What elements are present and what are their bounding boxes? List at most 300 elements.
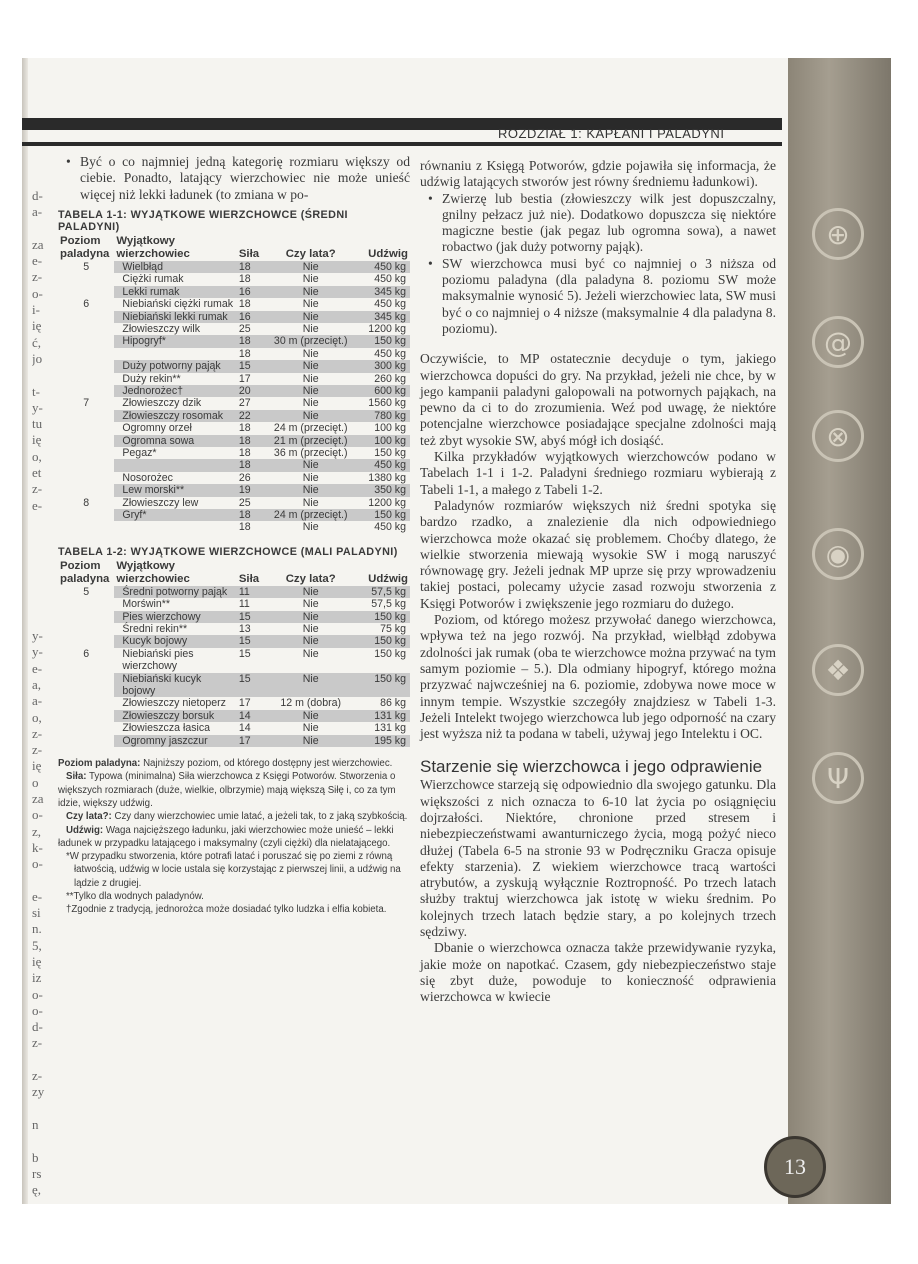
table-row xyxy=(58,348,410,360)
cell-name: Gryf* xyxy=(114,509,236,521)
cell-udz: 57,5 kg xyxy=(371,598,406,611)
cell-udz: 150 kg xyxy=(353,509,410,521)
bleed-fragment: o- xyxy=(32,285,43,301)
cell-sila: 18 xyxy=(237,509,269,521)
bleed-fragment xyxy=(32,563,52,579)
page-number: 13 xyxy=(764,1136,826,1198)
table-row xyxy=(58,521,410,533)
cell-lata: 36 m (przecięt.) xyxy=(273,446,348,459)
cell-name: Średni rekin** xyxy=(122,623,188,636)
cell-lvl xyxy=(58,385,114,397)
cell-lvl: 8 xyxy=(83,496,90,509)
bleed-fragment xyxy=(32,579,52,595)
bleed-fragment: z- xyxy=(32,1035,43,1051)
bleed-fragment: ię xyxy=(32,318,42,334)
table-row xyxy=(58,286,410,298)
cell-sila: 15 xyxy=(237,611,269,623)
right-column xyxy=(420,158,776,1006)
cell-udz: 100 kg xyxy=(353,435,410,447)
bleed-fragment xyxy=(32,530,52,546)
cell-udz: 150 kg xyxy=(353,635,410,647)
cell-lata: Nie xyxy=(302,496,319,509)
bleed-fragment: za xyxy=(32,236,44,252)
cell-lvl xyxy=(58,323,114,335)
cell-udz: 350 kg xyxy=(353,484,410,496)
bleed-fragment: n xyxy=(32,1116,39,1132)
col-sila: Siła xyxy=(238,572,260,585)
cell-sila: 18 xyxy=(238,521,251,534)
table1-caption: TABELA 1-1: WYJĄTKOWE WIERZCHOWCE (ŚREDNI PALADYNI) xyxy=(58,208,348,233)
cell-lata: Nie xyxy=(268,261,352,273)
table2-header xyxy=(58,560,410,586)
eye-glyph-icon: ◉ xyxy=(812,528,864,580)
cell-udz: 131 kg xyxy=(353,710,410,722)
cell-name: Duży rekin** xyxy=(122,372,181,385)
cell-lvl xyxy=(58,697,114,709)
cell-name: Nosorożec xyxy=(122,471,173,484)
table-row xyxy=(58,323,410,335)
note-sila: Siła: Typowa (minimalna) Siła wierzchowca z Księgi Potworów. Stworzenia o większych rozmiarach (duże, wielkie, olbrzymie) mają większą Siłę i, co za tym idzie, większy udźwig. xyxy=(58,771,396,809)
decorative-sidebar xyxy=(788,58,891,1204)
bleed-fragment: y- xyxy=(32,644,43,660)
bleed-fragment: o- xyxy=(32,807,43,823)
spiral-glyph-icon: @ xyxy=(812,316,864,368)
table-row xyxy=(58,497,410,509)
cell-sila: 14 xyxy=(238,722,251,735)
bleed-fragment: z, xyxy=(32,823,42,839)
cell-udz: 150 kg xyxy=(374,647,406,660)
note-lata: Czy lata?: Czy dany wierzchowiec umie latać, a jeżeli tak, to z jaką szybkością. xyxy=(66,811,408,823)
cell-udz: 150 kg xyxy=(374,446,406,459)
bleed-fragment: z- xyxy=(32,725,43,741)
cell-lvl xyxy=(58,623,114,635)
table-row xyxy=(58,648,410,673)
cell-udz: 1200 kg xyxy=(368,496,406,509)
cell-udz: 345 kg xyxy=(353,311,410,323)
note-dagger: †Zgodnie z tradycją, jednorożca może dosiadać tylko ludzka i elfia kobieta. xyxy=(66,904,387,916)
cell-lata: Nie xyxy=(268,635,352,647)
cell-sila: 15 xyxy=(237,635,269,647)
bleed-fragment: t- xyxy=(32,383,40,399)
cell-lvl xyxy=(58,311,114,323)
cell-lata: Nie xyxy=(268,611,352,623)
cell-lata: 24 m (przecięt.) xyxy=(273,422,348,435)
cell-sila: 18 xyxy=(238,422,251,435)
cell-sila: 18 xyxy=(237,435,269,447)
cell-lata: Nie xyxy=(268,410,352,422)
bleed-fragment: ię xyxy=(32,758,42,774)
cell-sila: 18 xyxy=(238,298,251,311)
bleed-fragment: zy xyxy=(32,1084,45,1100)
cell-name: Niebiański lekki rumak xyxy=(114,311,236,323)
cell-udz: 780 kg xyxy=(353,410,410,422)
page-edge-shadow xyxy=(22,58,28,1204)
chapter-title: ROZDZIAŁ 1: KAPŁANI I PALADYNI xyxy=(498,126,725,141)
table-row xyxy=(58,735,410,747)
bleed-fragment: y- xyxy=(32,628,43,644)
cell-name xyxy=(114,348,236,360)
cell-lata: 24 m (przecięt.) xyxy=(268,509,352,521)
cell-sila: 26 xyxy=(238,471,251,484)
bleed-fragment xyxy=(32,612,52,628)
table1 xyxy=(58,235,410,534)
bleed-fragment: k- xyxy=(32,839,43,855)
cell-sila: 25 xyxy=(238,322,251,335)
cell-lvl xyxy=(58,410,114,422)
crosshair-glyph-icon: ⊗ xyxy=(812,410,864,462)
paragraph-level: Poziom, od którego możesz przywołać danego wierzchowca, wpływa też na jego rozwój. Na przykład, wielbłąd zdobywa zdolności jak rumak (oba te wierzchowce można przywać na tym samym poziomie – 5.). Dla odmiany hipogryf, którego można przyzwać najwcześniej na 6. poziomie, zdobywa nowe moce w innym tempie. Wszystkie szczegóły znajdziesz w Tabeli 1-3. Jeżeli Intelekt twojego wierzchowca lub jego odporność na czary jest wyższa niż ta podana w tabeli, używaj jego Intelektu i OC. xyxy=(420,612,776,742)
section-heading: Starzenie się wierzchowca i jego odprawienie xyxy=(420,757,763,777)
cell-name: Jednorożec† xyxy=(114,385,236,397)
cell-udz: 450 kg xyxy=(353,459,410,471)
table-row xyxy=(58,697,410,709)
cell-lvl xyxy=(58,521,114,533)
cell-lvl: 5 xyxy=(83,260,90,273)
cell-name: Morświn** xyxy=(122,598,171,611)
cell-name: Złowieszczy lew xyxy=(122,496,199,509)
col-lvl: Poziom paladyna xyxy=(60,559,110,585)
cell-lvl xyxy=(58,735,114,747)
col-lvl: Poziom paladyna xyxy=(60,234,110,260)
col-lata: Czy lata? xyxy=(285,572,336,585)
bleed-fragment: n. xyxy=(32,921,42,937)
cell-name: Wielbłąd xyxy=(114,261,236,273)
table-row xyxy=(58,509,410,521)
target-glyph-icon: ⊕ xyxy=(812,208,864,260)
cell-name: Pies wierzchowy xyxy=(114,611,236,623)
table-row xyxy=(58,397,410,409)
bleed-fragment xyxy=(32,595,52,611)
cell-lata: Nie xyxy=(268,385,352,397)
bleed-fragment: iz xyxy=(32,970,42,986)
cell-name xyxy=(114,459,236,471)
bleed-fragment: ę, xyxy=(32,1182,42,1198)
cell-udz: 300 kg xyxy=(353,360,410,372)
table-row xyxy=(58,335,410,347)
bleed-fragment xyxy=(32,1101,52,1117)
cell-lata: Nie xyxy=(302,647,319,660)
cell-name: Złowieszczy wilk xyxy=(122,322,201,335)
cell-udz: 131 kg xyxy=(374,722,406,735)
paragraph-continued: równaniu z Księgą Potworów, gdzie pojawiła się informacja, że udźwig latających stworów jest równy średniemu ładunkowi). xyxy=(420,158,776,190)
bleed-fragment xyxy=(32,514,52,530)
bleed-fragment: ię xyxy=(32,432,42,448)
cell-sila: 15 xyxy=(237,360,269,372)
cell-lvl xyxy=(58,335,114,347)
table-row xyxy=(58,472,410,484)
cell-udz: 450 kg xyxy=(374,347,406,360)
table-row xyxy=(58,611,410,623)
bleed-fragment xyxy=(32,547,52,563)
cell-name: Pegaz* xyxy=(122,446,157,459)
table1-header xyxy=(58,235,410,261)
bleed-fragment xyxy=(32,221,52,237)
bleed-fragment: e- xyxy=(32,253,43,269)
cell-lvl xyxy=(58,509,114,521)
cell-udz: 195 kg xyxy=(353,735,410,747)
cell-sila: 16 xyxy=(237,286,269,298)
cell-udz: 600 kg xyxy=(353,385,410,397)
table-row xyxy=(58,484,410,496)
cell-sila: 25 xyxy=(238,496,251,509)
cell-lata: 12 m (dobra) xyxy=(280,697,342,710)
cell-sila: 27 xyxy=(238,397,251,410)
cell-lvl xyxy=(58,722,114,734)
cell-sila: 13 xyxy=(238,623,251,636)
cell-lata: Nie xyxy=(268,484,352,496)
cell-name: Złowieszczy rosomak xyxy=(114,410,236,422)
cell-lvl xyxy=(58,484,114,496)
cell-lvl xyxy=(58,598,114,610)
cell-sila: 20 xyxy=(237,385,269,397)
cell-lata: Nie xyxy=(302,722,319,735)
bleed-fragment: y- xyxy=(32,399,43,415)
header-rule-thin xyxy=(22,142,782,146)
col-udz: Udźwig xyxy=(368,572,408,585)
cell-lvl: 5 xyxy=(83,585,90,598)
cell-lata: Nie xyxy=(268,710,352,722)
table-row xyxy=(58,422,410,434)
bleed-fragment: si xyxy=(32,905,41,921)
cell-name: Złowieszcza łasica xyxy=(122,722,211,735)
table-row xyxy=(58,459,410,471)
cell-udz: 450 kg xyxy=(353,261,410,273)
bleed-fragment: o- xyxy=(32,856,43,872)
cell-udz: 100 kg xyxy=(374,422,406,435)
cell-lata: Nie xyxy=(302,623,319,636)
cell-lvl xyxy=(58,459,114,471)
table-notes xyxy=(58,757,410,917)
cell-lvl: 6 xyxy=(83,298,90,311)
paragraph-examples: Kilka przykładów wyjątkowych wierzchowców podano w Tabelach 1-1 i 1-2. Paladyni średniego rozmiaru wybierają z Tabeli 1-1, a małego z Tabeli 1-2. xyxy=(420,449,776,497)
table2-caption: TABELA 1-2: WYJĄTKOWE WIERZCHOWCE (MALI PALADYNI) xyxy=(58,545,398,558)
bleed-fragment: o- xyxy=(32,1002,43,1018)
cell-sila: 19 xyxy=(237,484,269,496)
bleed-fragment: ię xyxy=(32,953,42,969)
intro-bullet: • Być o co najmniej jedną kategorię rozmiaru większy od ciebie. Ponadto, latający wierzchowiec nie może unieść więcej niż lekki ładunek (to zmiana w po- xyxy=(58,154,410,203)
bleed-fragment: a- xyxy=(32,204,43,220)
cell-name: Ogromny jaszczur xyxy=(114,735,236,747)
cell-lata: 21 m (przecięt.) xyxy=(268,435,352,447)
cell-lata: Nie xyxy=(268,459,352,471)
bleed-fragment: e- xyxy=(32,660,43,676)
col-name: Wyjątkowy wierzchowiec xyxy=(116,559,190,585)
cell-name: Duży potworny pająk xyxy=(114,360,236,372)
cell-sila: 15 xyxy=(237,673,269,698)
bleed-fragment: z- xyxy=(32,742,43,758)
cell-udz: 260 kg xyxy=(374,372,406,385)
cell-udz: 75 kg xyxy=(380,623,406,636)
cell-name: Niebiański pies wierzchowy xyxy=(122,647,194,673)
col-lata: Czy lata? xyxy=(285,247,336,260)
bleed-fragment: o- xyxy=(32,986,43,1002)
table-row xyxy=(58,385,410,397)
note-udz: Udźwig: Waga najcięższego ładunku, jaki wierzchowiec może unieść – lekki ładunek w przypadku latającego i maksymalny (czyli ciężki) dla nielatającego. xyxy=(58,824,394,849)
cell-sila: 18 xyxy=(237,335,269,347)
paragraph-mp: Oczywiście, to MP ostatecznie decyduje o tym, jakiego wierzchowca dopuści do gry. Na przykład, jeżeli nie chce, by w jego kampanii paladyni galopowali na potwornych pająkach, na pewno da ci to do zrozumienia. Weź pod uwagę, że niektóre potencjalne wierzchowce posiadające specjalne zdolności mają też zbyt wysokie SW, abyś mógł ich dosiąść. xyxy=(420,351,776,448)
paragraph-aging: Wierzchowce starzeją się odpowiednio dla swojego gatunku. Dla większości z nich oznacza to 6-10 lat życia po osiągnięciu dojrzałości. Niektóre, chronione przed stresem i niebezpieczeństwami awanturniczego życia, mogą pożyć nieco dłużej (Tabela 6-5 na stronie 93 w Podręczniku Gracza opisuje efekty starzenia). Z wiekiem wierzchowce tracą wartości atrybutów, a zyskują wyłącznie Roztropność. Po trzech latach służby traktuj wierzchowca jak istotę w wieku średnim. Po kolejnych trzech latach będzie stary, a po kolejnych trzech sędziwy. xyxy=(420,777,776,940)
bleed-fragment: a- xyxy=(32,693,43,709)
cell-sila: 15 xyxy=(238,647,251,660)
wing-glyph-icon: ❖ xyxy=(812,644,864,696)
bleed-fragment: o, xyxy=(32,448,42,464)
bleed-fragment: ć, xyxy=(32,334,42,350)
cell-lvl xyxy=(58,373,114,385)
table-row xyxy=(58,435,410,447)
cell-name: Ciężki rumak xyxy=(122,273,184,286)
previous-page-bleed xyxy=(32,188,52,1198)
cell-udz: 150 kg xyxy=(353,673,410,698)
cell-lvl xyxy=(58,611,114,623)
cell-lata: Nie xyxy=(302,322,319,335)
cell-udz: 150 kg xyxy=(353,611,410,623)
cell-name: Złowieszczy dzik xyxy=(122,397,202,410)
cell-lvl xyxy=(58,447,114,459)
cell-name: Hipogryf* xyxy=(114,335,236,347)
cell-lvl: 6 xyxy=(83,647,90,660)
cell-lata: Nie xyxy=(268,360,352,372)
bullet-animal: • Zwierzę lub bestia (złowieszczy wilk jest dopuszczalny, gnilny pełzacz już nie). Dodatkowo dopuszcza się niektóre magiczne bestie (jak pegaz lub ogromna sowa), a nawet robactwo (jak duży potworny pająk). xyxy=(420,191,776,256)
cell-name: Ogromny orzeł xyxy=(122,422,192,435)
cell-name: Lew morski** xyxy=(114,484,236,496)
paragraph-large: Paladynów rozmiarów większych niż średni spotyka się bardzo rzadko, a znalezienie dla nich odpowiedniego wierzchowca może okazać się problemem. Choćby dlatego, że wielkie stworzenia miewają wysokie SW i mogą naruszyć równowagę gry. Jeżeli jednak MP uprze się przy wprowadzeniu takiej postaci, polecamy użycie zasad rozwoju stworzenia z Księgi Potworów i zwiększenie jego rozmiaru do dużego. xyxy=(420,497,776,611)
cell-udz: 150 kg xyxy=(353,335,410,347)
cell-name: Kucyk bojowy xyxy=(114,635,236,647)
cell-sila: 17 xyxy=(238,697,251,710)
cell-lata: 30 m (przecięt.) xyxy=(268,335,352,347)
cell-lvl xyxy=(58,286,114,298)
cell-name: Średni potworny pająk xyxy=(114,586,236,598)
cell-udz: 345 kg xyxy=(353,286,410,298)
cell-lata: Nie xyxy=(302,471,319,484)
left-column xyxy=(58,154,410,917)
note-star1: *W przypadku stworzenia, które potrafi latać i poruszać się po ziemi z równą łatwością, udźwig w locie ustala się korzystając z pierwszej linii, a udźwig na lądzie z drugiej. xyxy=(66,851,401,889)
bleed-fragment: jo xyxy=(32,350,43,366)
cell-sila: 18 xyxy=(237,261,269,273)
bleed-fragment xyxy=(32,367,52,383)
cell-name: Ogromna sowa xyxy=(114,435,236,447)
table-row xyxy=(58,273,410,285)
table2 xyxy=(58,560,410,747)
table-row xyxy=(58,298,410,310)
bleed-fragment: a, xyxy=(32,676,42,692)
cell-sila: 16 xyxy=(237,311,269,323)
trident-glyph-icon: Ψ xyxy=(812,752,864,804)
col-udz: Udźwig xyxy=(368,247,408,260)
cell-lata: Nie xyxy=(268,311,352,323)
scanned-page xyxy=(22,58,891,1204)
cell-lata: Nie xyxy=(268,673,352,698)
col-name: Wyjątkowy wierzchowiec xyxy=(116,234,190,260)
cell-udz: 450 kg xyxy=(374,298,406,311)
cell-lata: Nie xyxy=(302,521,319,534)
bleed-fragment: e- xyxy=(32,497,43,513)
cell-lvl xyxy=(58,435,114,447)
bleed-fragment: o xyxy=(32,774,39,790)
table-row xyxy=(58,586,410,598)
table-row xyxy=(58,635,410,647)
cell-lata: Nie xyxy=(302,598,319,611)
cell-lvl xyxy=(58,422,114,434)
cell-sila: 18 xyxy=(237,459,269,471)
cell-sila: 18 xyxy=(238,273,251,286)
cell-udz: 57,5 kg xyxy=(353,586,410,598)
cell-lata: Nie xyxy=(302,347,319,360)
cell-udz: 1200 kg xyxy=(368,322,406,335)
cell-udz: 450 kg xyxy=(374,273,406,286)
cell-lata: Nie xyxy=(268,735,352,747)
cell-name xyxy=(114,521,236,533)
table-row xyxy=(58,623,410,635)
bleed-fragment: et xyxy=(32,465,42,481)
bleed-fragment: za xyxy=(32,790,44,806)
cell-lata: Nie xyxy=(268,586,352,598)
table-row xyxy=(58,373,410,385)
bleed-fragment xyxy=(32,1133,52,1149)
bleed-fragment: e- xyxy=(32,888,43,904)
bleed-fragment: d- xyxy=(32,1019,43,1035)
cell-udz: 1560 kg xyxy=(368,397,406,410)
paragraph-dismiss: Dbanie o wierzchowca oznacza także przewidywanie ryzyka, jakie może on napotkać. Czasem, gdy niebezpieczeństwo staje się zbyt duże, powoduje to konieczność odprawienia wierzchowca w kwiecie xyxy=(420,940,776,1005)
bleed-fragment: z- xyxy=(32,1068,43,1084)
bleed-fragment: o, xyxy=(32,709,42,725)
table-row xyxy=(58,598,410,610)
table-row xyxy=(58,710,410,722)
cell-lata: Nie xyxy=(302,273,319,286)
cell-udz: 86 kg xyxy=(380,697,406,710)
bleed-fragment: z- xyxy=(32,269,43,285)
cell-sila: 11 xyxy=(237,586,269,598)
bleed-fragment: i- xyxy=(32,302,40,318)
cell-udz: 1380 kg xyxy=(368,471,406,484)
cell-lvl xyxy=(58,348,114,360)
table-row xyxy=(58,261,410,273)
cell-sila: 17 xyxy=(238,372,251,385)
table-row xyxy=(58,410,410,422)
note-star2: **Tylko dla wodnych paladynów. xyxy=(66,891,204,903)
cell-name: Niebiański ciężki rumak xyxy=(122,298,234,311)
cell-sila: 11 xyxy=(238,598,250,611)
cell-lata: Nie xyxy=(302,372,319,385)
cell-lvl xyxy=(58,273,114,285)
bleed-fragment: z- xyxy=(32,481,43,497)
cell-lvl xyxy=(58,360,114,372)
cell-sila: 18 xyxy=(238,446,251,459)
cell-udz: 450 kg xyxy=(374,521,406,534)
bleed-fragment: rs xyxy=(32,1165,42,1181)
bleed-fragment: b xyxy=(32,1149,39,1165)
cell-lvl: 7 xyxy=(83,397,90,410)
bleed-fragment xyxy=(32,1052,52,1068)
cell-lvl xyxy=(58,673,114,698)
cell-sila: 17 xyxy=(237,735,269,747)
cell-sila: 14 xyxy=(237,710,269,722)
cell-lata: Nie xyxy=(302,397,319,410)
cell-lvl xyxy=(58,710,114,722)
cell-lata: Nie xyxy=(302,298,319,311)
cell-name: Złowieszczy nietoperz xyxy=(122,697,226,710)
table-row xyxy=(58,673,410,698)
col-sila: Siła xyxy=(238,247,260,260)
cell-lvl xyxy=(58,472,114,484)
table-row xyxy=(58,722,410,734)
cell-name: Złowieszczy borsuk xyxy=(114,710,236,722)
bleed-fragment xyxy=(32,872,52,888)
cell-lata: Nie xyxy=(268,286,352,298)
cell-sila: 18 xyxy=(238,347,251,360)
cell-name: Lekki rumak xyxy=(114,286,236,298)
table-row xyxy=(58,360,410,372)
